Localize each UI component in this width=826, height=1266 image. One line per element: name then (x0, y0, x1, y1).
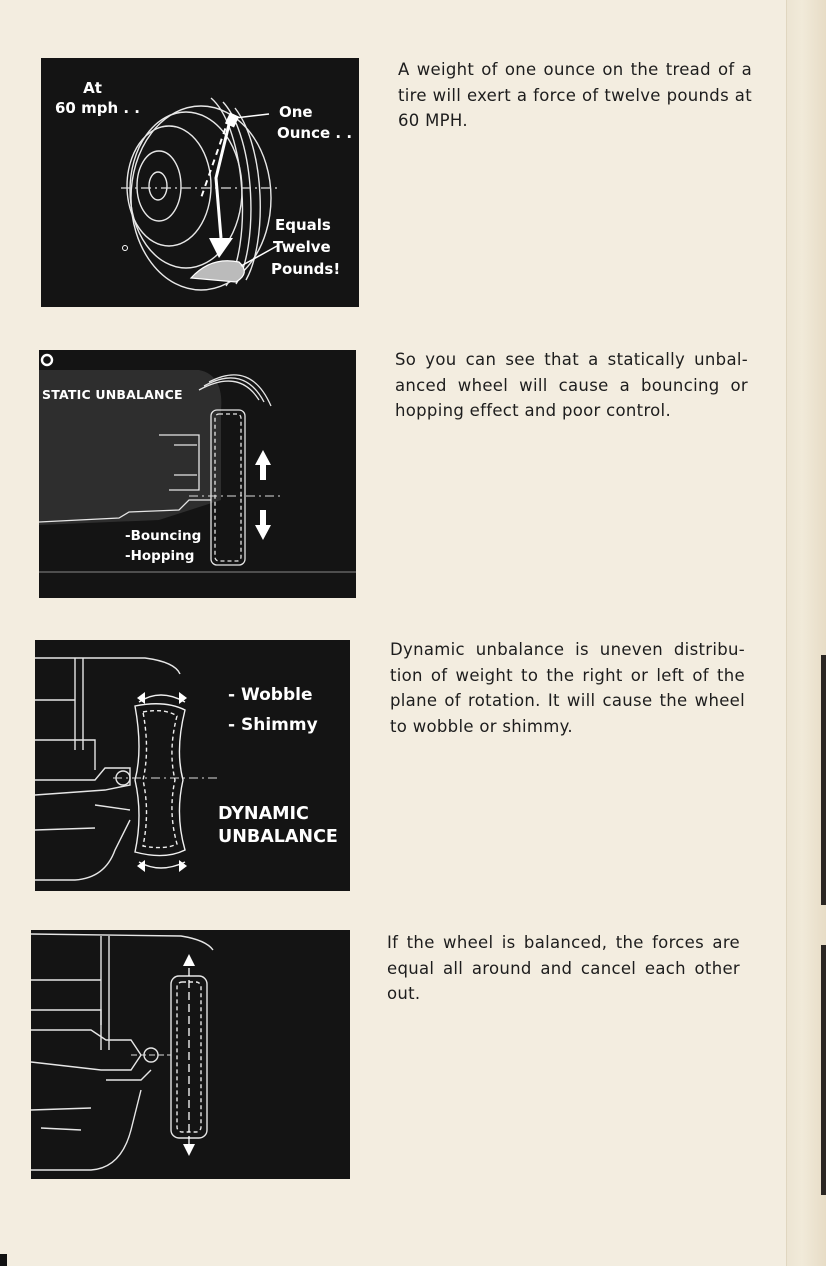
bouncing-label: -Bouncing (125, 528, 202, 544)
force-label-line3: Pounds! (271, 260, 341, 278)
page-edge-mark (821, 945, 826, 1195)
force-label (271, 214, 340, 280)
force-label-line2: Twelve (273, 238, 331, 256)
corner-mark (0, 1254, 7, 1266)
static-effects-label (125, 526, 201, 566)
figure-4-caption: If the wheel is balanced, the forces are equal all around and cancel each other out. (387, 933, 740, 1003)
hopping-label: -Hopping (125, 548, 195, 564)
figure-1-caption: A weight of one ounce on the tread of a tire will exert a force of twelve pounds at 60 MPH. (398, 60, 752, 130)
figure-4-balanced-wheel-panel (31, 930, 350, 1179)
weight-label-line2: Ounce . . (277, 124, 353, 142)
dynamic-unbalance-title (218, 803, 338, 849)
speed-label-line1: At (83, 79, 102, 97)
dynamic-effects-label (228, 680, 318, 740)
weight-label-line1: One (279, 103, 313, 121)
figure-1-tire-force-panel (41, 58, 359, 307)
shimmy-label: - Shimmy (228, 715, 318, 735)
page-fold-line (786, 0, 787, 1266)
wobble-label: - Wobble (228, 685, 313, 705)
dynamic-title-line1: DYNAMIC (218, 804, 309, 824)
page-edge (786, 0, 826, 1266)
page-edge-mark (821, 655, 826, 905)
figure-2-caption: So you can see that a statically unbal-anced wheel will cause a bouncing or hopping effect and poor control. (395, 350, 748, 420)
balanced-wheel-diagram (31, 930, 350, 1179)
figure-3-dynamic-unbalance-panel (35, 640, 350, 891)
speed-label-line2: 60 mph . . (55, 99, 140, 117)
figure-3-caption: Dynamic unbalance is uneven distribu-tion of weight to the right or left of the plane of rotation. It will cause the wheel to wobble or shimmy. (390, 640, 745, 736)
dynamic-unbalance-diagram (35, 640, 350, 891)
weight-label (277, 102, 352, 144)
figure-2-static-unbalance-panel (39, 350, 356, 598)
force-label-line1: Equals (275, 216, 331, 234)
static-unbalance-title: STATIC UNBALANCE (42, 387, 183, 402)
speed-label (55, 78, 140, 118)
dynamic-title-line2: UNBALANCE (218, 827, 338, 847)
